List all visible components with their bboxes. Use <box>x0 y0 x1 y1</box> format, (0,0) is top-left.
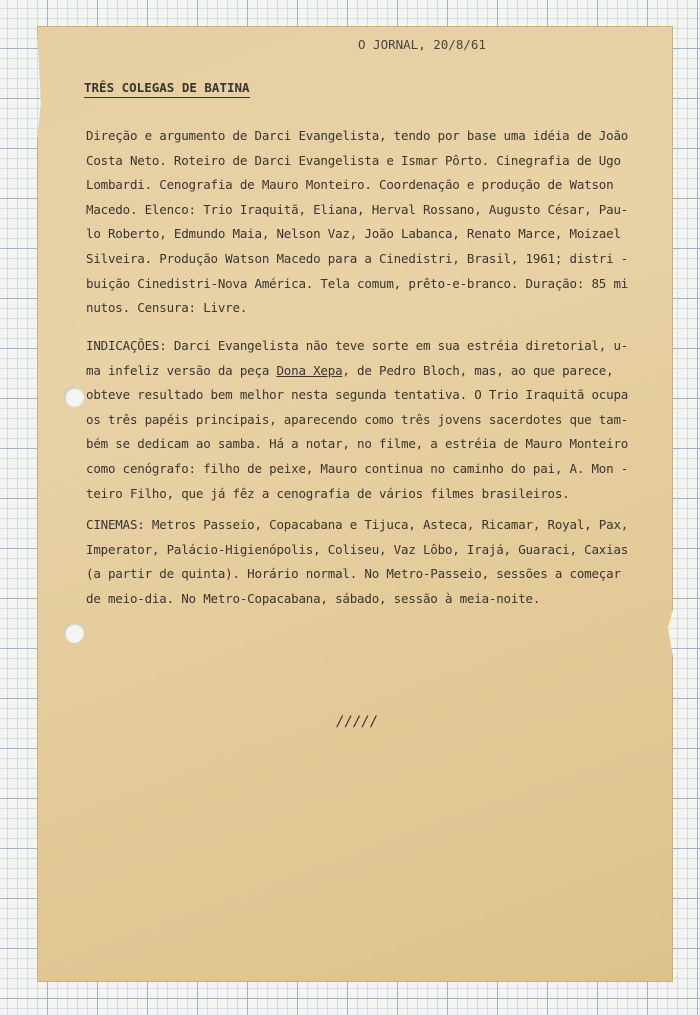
credits-paragraph <box>86 124 646 321</box>
cinemas-line: CINEMAS: Metros Passeio, Copacabana e Tijuca, Asteca, Ricamar, Royal, Pax, <box>86 517 629 532</box>
review-line <box>86 359 646 384</box>
newspaper-date-header: O JORNAL, 20/8/61 <box>358 37 486 52</box>
review-line: teiro Filho, que já fêz a cenografia de vários filmes brasileiros. <box>86 485 570 501</box>
review-line: bém se dedicam ao samba. Há a notar, no filme, a estréia de Mauro Monteiro <box>86 436 629 452</box>
review-text: , de Pedro Bloch, mas, ao que parece, <box>342 362 614 378</box>
credits-line: Lombardi. Cenografia de Mauro Monteiro. Coordenação e produção de Watson <box>86 177 614 193</box>
cinemas-paragraph <box>86 513 646 611</box>
end-mark: ///// <box>336 714 379 730</box>
review-paragraph <box>86 334 646 506</box>
punch-hole-lower <box>64 623 84 643</box>
cinemas-line: de meio-dia. No Metro-Copacabana, sábado, sessão à meia-noite. <box>86 590 541 606</box>
punch-hole-upper <box>64 387 84 407</box>
review-line: obteve resultado bem melhor nesta segunda tentativa. O Trio Iraquitã ocupa <box>86 387 629 403</box>
credits-line: Direção e argumento de Darci Evangelista, tendo por base uma idéia de João <box>86 128 629 143</box>
review-text: ma infeliz versão da peça <box>86 362 277 378</box>
credits-line: lo Roberto, Edmundo Maia, Nelson Vaz, João Labanca, Renato Marce, Moizael <box>86 226 621 242</box>
credits-line: Silveira. Produção Watson Macedo para a Cinedistri, Brasil, 1961; distri - <box>86 250 629 266</box>
credits-line: Macedo. Elenco: Trio Iraquitã, Eliana, Herval Rossano, Augusto César, Pau- <box>86 201 629 217</box>
cinemas-line: Imperator, Palácio-Higienópolis, Coliseu, Vaz Lôbo, Irajá, Guaraci, Caxias <box>86 541 629 557</box>
review-line: como cenógrafo: filho de peixe, Mauro continua no caminho do pai, A. Mon - <box>86 460 629 476</box>
play-title: Dona Xepa <box>276 362 343 378</box>
credits-line: buição Cinedistri-Nova América. Tela comum, prêto-e-branco. Duração: 85 mi <box>86 275 629 291</box>
film-title: TRÊS COLEGAS DE BATINA <box>84 80 250 98</box>
review-line: INDICAÇÕES: Darci Evangelista não teve sorte em sua estréia diretorial, u- <box>86 338 629 353</box>
credits-line: nutos. Censura: Livre. <box>86 300 248 316</box>
cinemas-line: (a partir de quinta). Horário normal. No Metro-Passeio, sessões a começar <box>86 566 621 582</box>
credits-line: Costa Neto. Roteiro de Darci Evangelista e Ismar Pôrto. Cinegrafia de Ugo <box>86 152 621 168</box>
review-line: os três papéis principais, aparecendo como três jovens sacerdotes que tam- <box>86 411 629 427</box>
